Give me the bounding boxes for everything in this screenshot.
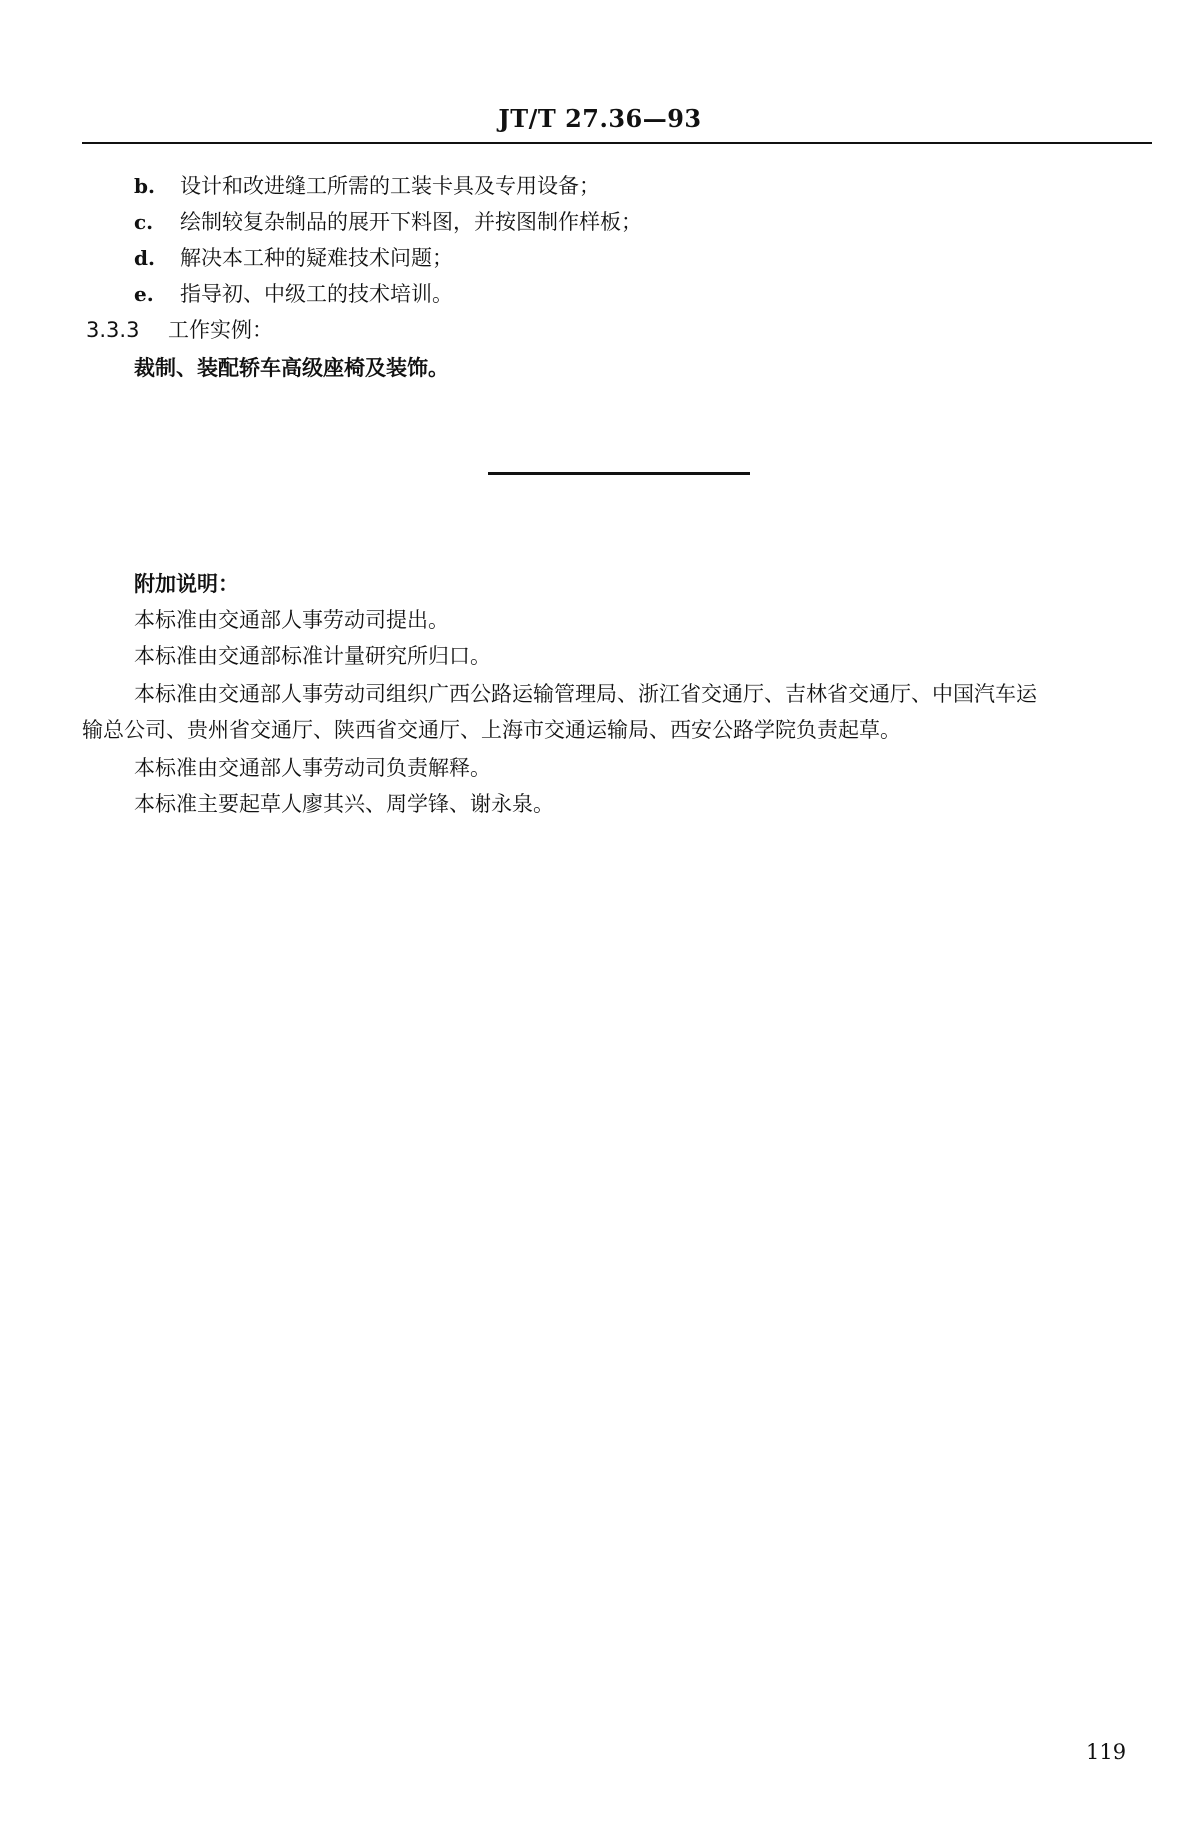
notes-line-5: 本标准由交通部人事劳动司负责解释。	[134, 756, 491, 780]
notes-line-6: 本标准主要起草人廖其兴、周学锋、谢永泉。	[134, 792, 554, 816]
notes-line-4: 输总公司、贵州省交通厅、陕西省交通厅、上海市交通运输局、西安公路学院负责起草。	[82, 718, 901, 742]
list-marker-c: c.	[134, 210, 154, 234]
list-marker-d: d.	[134, 246, 155, 270]
list-item-b: 设计和改进缝工所需的工装卡具及专用设备；	[180, 174, 600, 198]
section-number: 3.3.3	[86, 318, 140, 342]
page-number: 119	[1086, 1740, 1127, 1764]
notes-heading: 附加说明：	[134, 571, 239, 596]
notes-line-3: 本标准由交通部人事劳动司组织广西公路运输管理局、浙江省交通厅、吉林省交通厅、中国汽车运	[134, 682, 1037, 706]
list-item-e: 指导初、中级工的技术培训。	[180, 282, 453, 306]
notes-line-1: 本标准由交通部人事劳动司提出。	[134, 608, 449, 632]
list-marker-e: e.	[134, 282, 154, 306]
notes-line-2: 本标准由交通部标准计量研究所归口。	[134, 644, 491, 668]
list-item-d: 解决本工种的疑难技术问题；	[180, 246, 453, 270]
header-rule	[82, 142, 1152, 144]
standard-code-header: JT/T 27.36—93	[498, 104, 702, 133]
list-marker-b: b.	[134, 174, 155, 198]
section-example: 裁制、装配轿车高级座椅及装饰。	[134, 355, 449, 380]
section-title: 工作实例：	[168, 318, 273, 342]
section-divider	[488, 472, 750, 475]
list-item-c: 绘制较复杂制品的展开下料图，并按图制作样板；	[180, 210, 642, 234]
